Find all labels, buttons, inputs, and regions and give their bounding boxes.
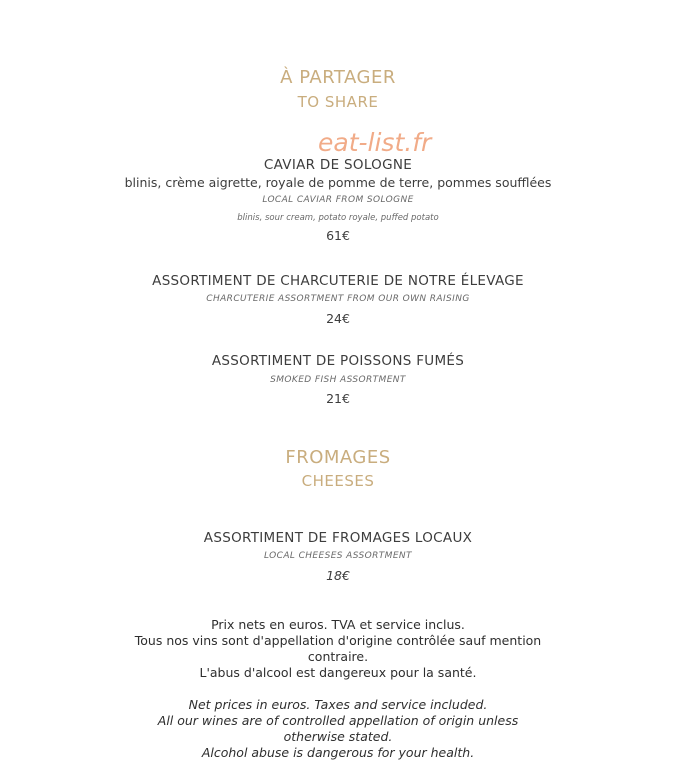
dish-name-en: LOCAL CAVIAR FROM SOLOGNE (262, 195, 414, 205)
footer-note-fr: Tous nos vins sont d'appellation d'origine contrôlée sauf mention (134, 633, 542, 648)
dish-price: 21€ (326, 391, 350, 406)
dish-price: 24€ (326, 311, 350, 326)
dish-name-en: LOCAL CHEESES ASSORTMENT (264, 551, 412, 561)
footer-note-fr: contraire. (307, 649, 369, 664)
dish-description-fr: blinis, crème aigrette, royale de pomme de terre, pommes soufflées (124, 175, 552, 190)
dish-name-fr: ASSORTIMENT DE FROMAGES LOCAUX (203, 530, 473, 546)
dish-name-en: CHARCUTERIE ASSORTMENT FROM OUR OWN RAISING (206, 294, 470, 304)
dish-name-en: SMOKED FISH ASSORTMENT (270, 375, 406, 385)
section-title-fr: À PARTAGER (280, 67, 396, 88)
footer-note-en: All our wines are of controlled appellation of origin unless (157, 713, 519, 728)
dish-description-en: blinis, sour cream, potato royale, puffed potato (237, 213, 439, 223)
section-title-en: TO SHARE (297, 93, 379, 111)
footer-note-fr: L'abus d'alcool est dangereux pour la santé. (199, 665, 477, 680)
section-title-en: CHEESES (301, 472, 375, 490)
section-title-fr: FROMAGES (285, 447, 391, 468)
dish-name-fr: ASSORTIMENT DE CHARCUTERIE DE NOTRE ÉLEVAGE (152, 273, 524, 289)
dish-name-fr: CAVIAR DE SOLOGNE (263, 157, 413, 173)
dish-price: 18€ (326, 568, 350, 583)
watermark-logo: eat-list.fr (318, 128, 432, 157)
footer-note-en: otherwise stated. (283, 729, 393, 744)
dish-name-fr: ASSORTIMENT DE POISSONS FUMÉS (211, 353, 465, 369)
footer-note-en: Net prices in euros. Taxes and service included. (188, 697, 488, 712)
footer-note-en: Alcohol abuse is dangerous for your health. (201, 745, 475, 760)
footer-note-fr: Prix nets en euros. TVA et service inclus. (211, 617, 465, 632)
dish-price: 61€ (326, 228, 350, 243)
